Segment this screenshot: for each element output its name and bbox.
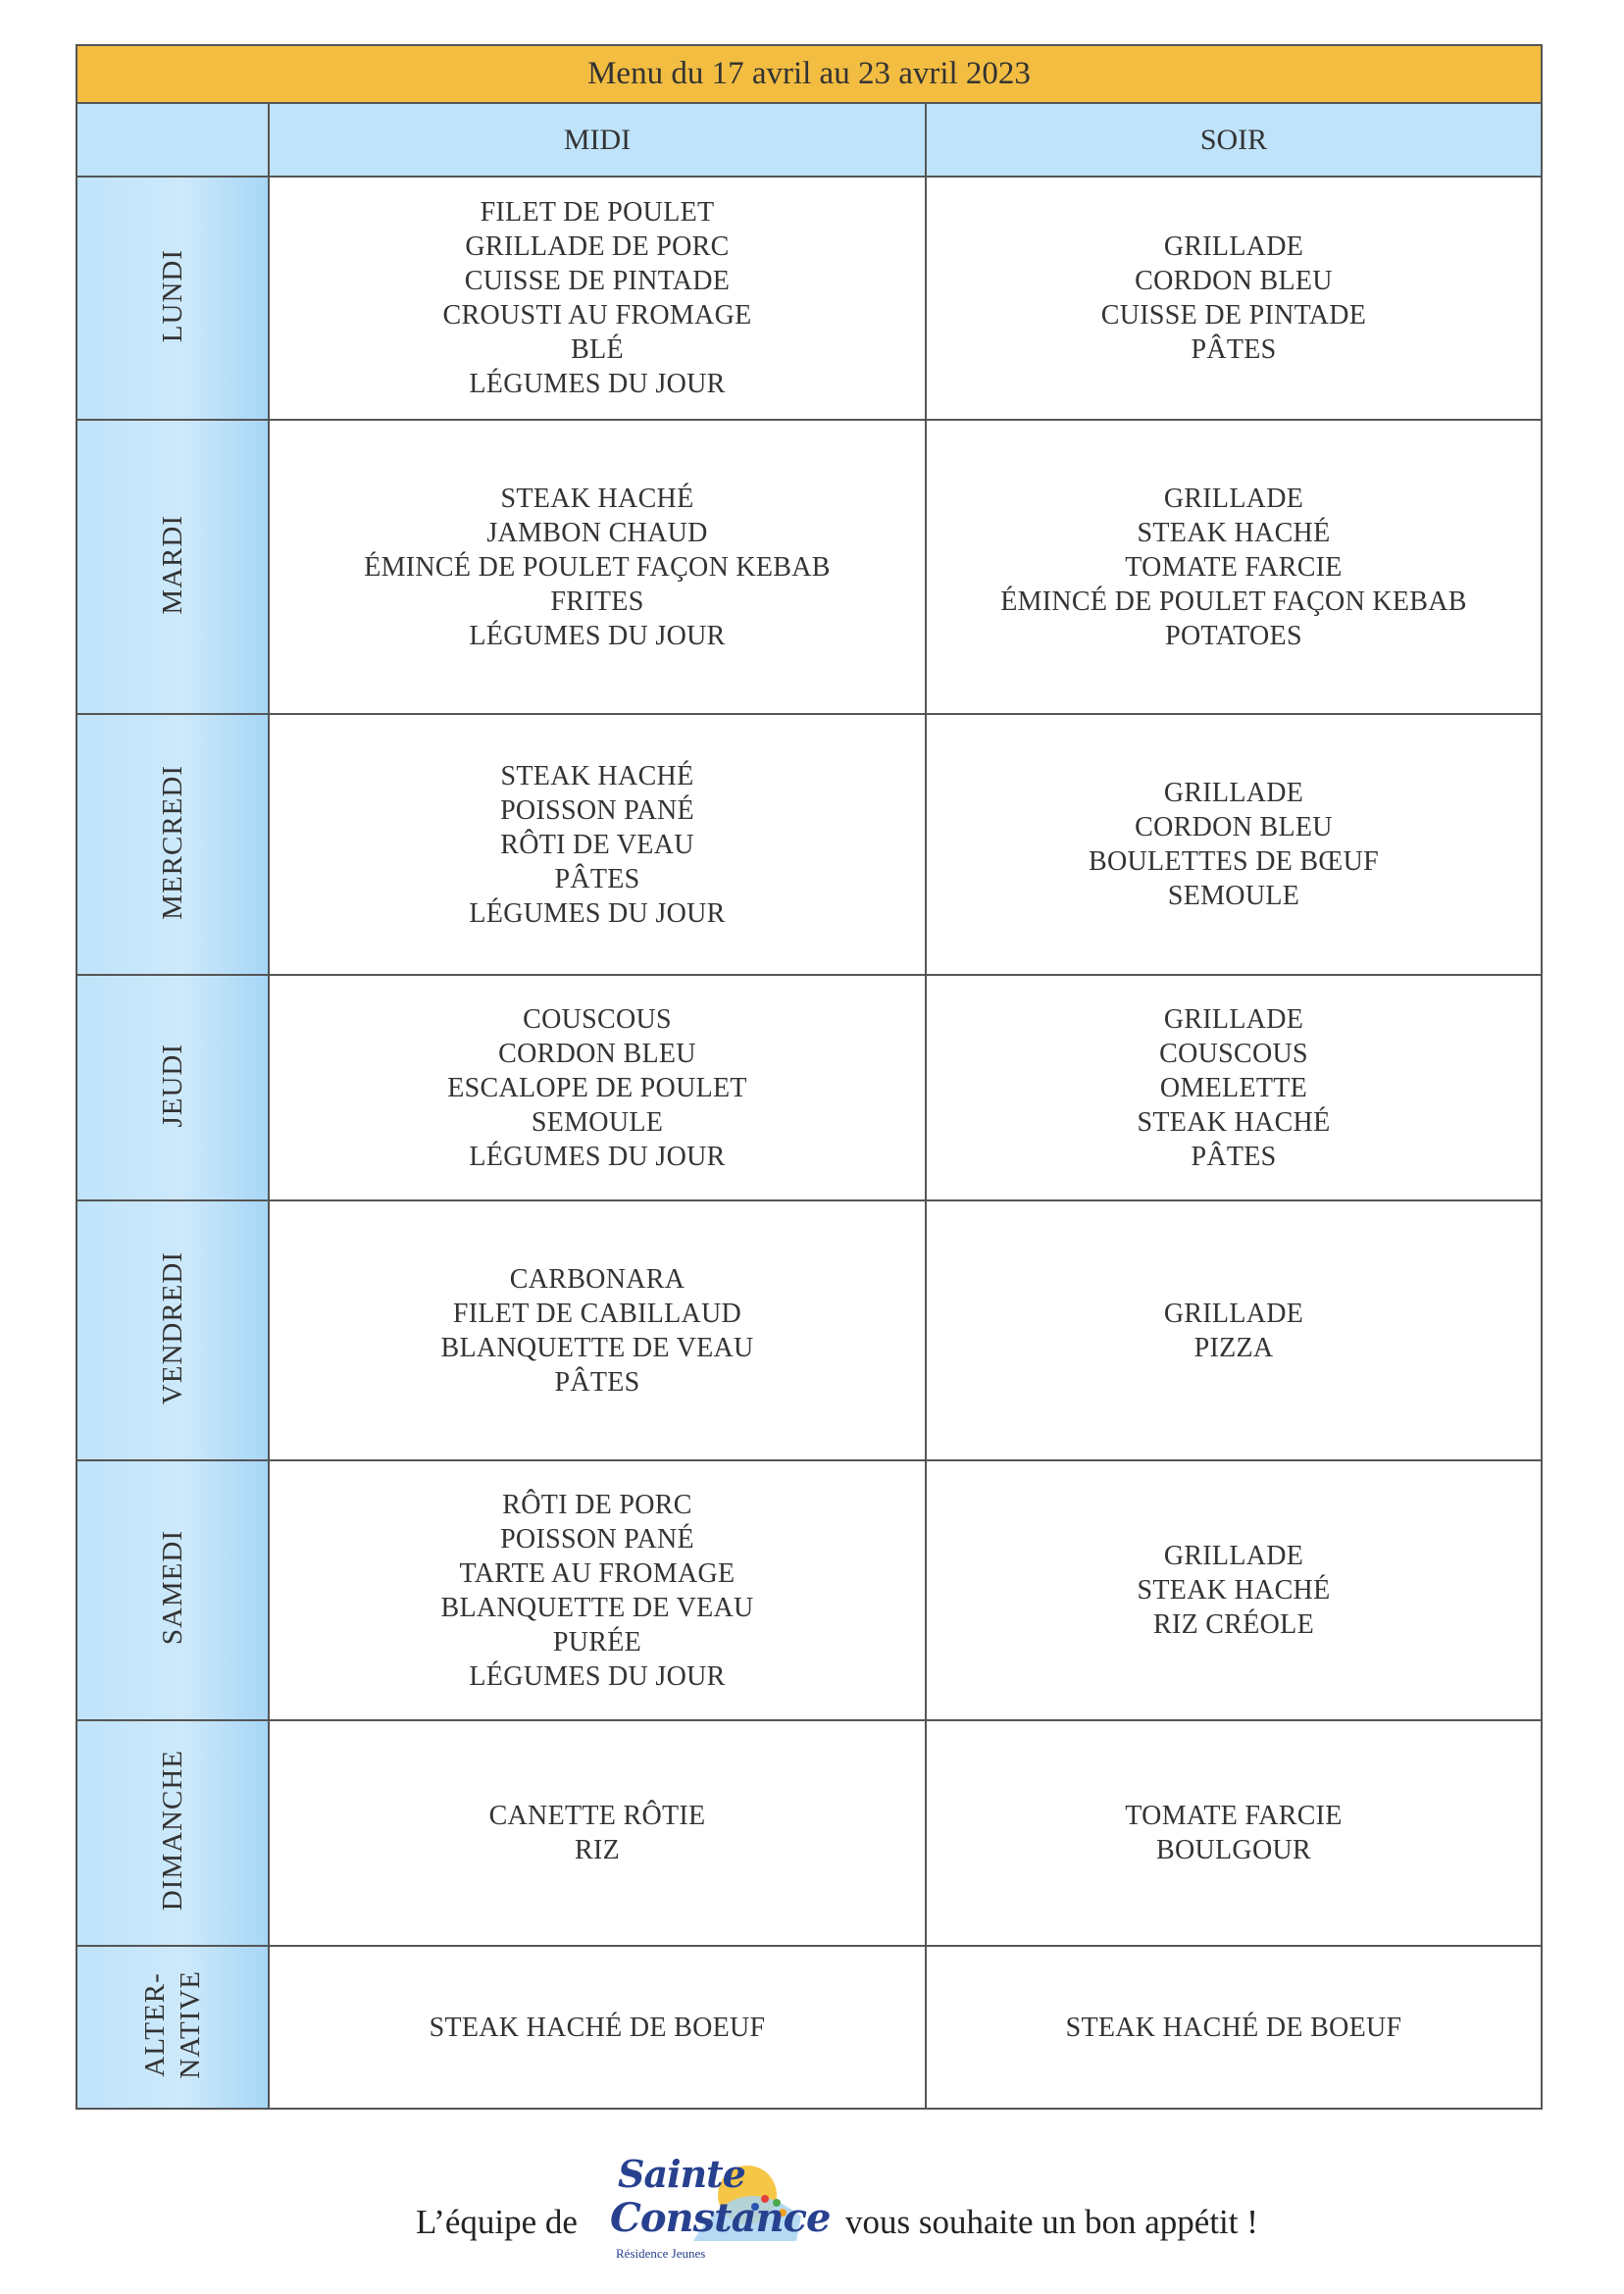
dish-item: LÉGUMES DU JOUR: [469, 1141, 726, 1172]
dish-item: ÉMINCÉ DE POULET FAÇON KEBAB: [1000, 586, 1467, 617]
day-row: [76, 1946, 1542, 2109]
dish-item: RÔTI DE VEAU: [500, 829, 694, 860]
dish-item: PÂTES: [554, 1366, 640, 1398]
day-row: [76, 177, 1542, 420]
day-cell: [76, 177, 269, 420]
dish-item: BLANQUETTE DE VEAU: [440, 1332, 754, 1363]
dish-cell-midi: [269, 177, 926, 420]
footer: [0, 2109, 1624, 2285]
dish-item: OMELETTE: [1159, 1072, 1308, 1103]
dish-cell-soir: [926, 177, 1542, 420]
dish-item: COUSCOUS: [1159, 1038, 1308, 1069]
dish-item: RÔTI DE PORC: [502, 1489, 692, 1520]
dish-item: STEAK HACHÉ: [1137, 1575, 1331, 1606]
dish-item: BLANQUETTE DE VEAU: [440, 1592, 754, 1623]
dish-item: TARTE AU FROMAGE: [459, 1557, 736, 1589]
dish-cell-midi: [269, 975, 926, 1200]
dish-item: CUISSE DE PINTADE: [1100, 300, 1367, 331]
dish-item: STEAK HACHÉ DE BOEUF: [1065, 2012, 1402, 2043]
header-corner: [76, 103, 269, 177]
day-label: SAMEDI: [157, 1530, 188, 1646]
day-cell: [76, 1720, 269, 1946]
day-row: [76, 975, 1542, 1200]
menu-title: Menu du 17 avril au 23 avril 2023: [76, 45, 1542, 103]
dish-item: FILET DE POULET: [480, 197, 715, 228]
dish-cell-soir: [926, 714, 1542, 975]
dish-item: CUISSE DE PINTADE: [464, 266, 731, 296]
dish-item: PÂTES: [1191, 334, 1277, 365]
dish-item: GRILLADE DE PORC: [465, 231, 730, 262]
day-row: [76, 1200, 1542, 1460]
day-label: VENDREDI: [157, 1250, 188, 1405]
dish-item: PÂTES: [554, 863, 640, 894]
day-row: [76, 1720, 1542, 1946]
dish-item: ÉMINCÉ DE POULET FAÇON KEBAB: [364, 551, 831, 583]
sainte-constance-logo: [600, 2148, 845, 2285]
dish-item: STEAK HACHÉ: [1137, 517, 1331, 548]
dish-cell-soir: [926, 420, 1542, 714]
day-row: [76, 1460, 1542, 1720]
day-cell: [76, 975, 269, 1200]
day-label: MERCREDI: [157, 764, 188, 920]
dish-item: TOMATE FARCIE: [1125, 1801, 1343, 1831]
dish-item: PIZZA: [1193, 1332, 1274, 1363]
day-cell: [76, 714, 269, 975]
footer-text-right: vous souhaite un bon appétit !: [845, 2203, 1258, 2241]
dish-cell-soir: [926, 1720, 1542, 1946]
dish-cell-midi: [269, 1720, 926, 1946]
day-label: LUNDI: [157, 248, 188, 343]
dish-item: STEAK HACHÉ DE BOEUF: [429, 2012, 766, 2043]
dish-item: CORDON BLEU: [1135, 266, 1333, 296]
dish-item: CORDON BLEU: [498, 1038, 696, 1069]
dish-item: LÉGUMES DU JOUR: [469, 620, 726, 651]
dish-cell-midi: [269, 714, 926, 975]
day-cell: [76, 1200, 269, 1460]
dish-item: SEMOULE: [1167, 881, 1300, 911]
dish-cell-midi: [269, 420, 926, 714]
dish-cell-midi: [269, 1946, 926, 2109]
day-label: JEUDI: [157, 1043, 188, 1128]
column-header-midi: MIDI: [269, 103, 926, 177]
dish-item: BOULETTES DE BŒUF: [1089, 846, 1379, 877]
day-cell: [76, 1946, 269, 2109]
dish-cell-soir: [926, 975, 1542, 1200]
dish-item: GRILLADE: [1163, 778, 1304, 808]
dish-item: RIZ: [574, 1835, 620, 1865]
dish-cell-midi: [269, 1460, 926, 1720]
dish-item: SEMOULE: [531, 1106, 664, 1138]
day-cell: [76, 1460, 269, 1720]
dish-item: GRILLADE: [1163, 483, 1304, 514]
dish-cell-soir: [926, 1460, 1542, 1720]
day-label: ALTER- NATIVE: [139, 1970, 206, 2079]
dish-item: CANETTE RÔTIE: [488, 1801, 706, 1831]
day-label: DIMANCHE: [157, 1750, 188, 1912]
day-cell: [76, 420, 269, 714]
dish-item: STEAK HACHÉ: [500, 483, 694, 514]
dish-item: CORDON BLEU: [1135, 812, 1333, 842]
dish-item: PÂTES: [1191, 1141, 1277, 1172]
dish-item: ESCALOPE DE POULET: [447, 1072, 747, 1103]
dish-item: JAMBON CHAUD: [486, 517, 708, 548]
footer-text-left: L’équipe de: [416, 2203, 578, 2241]
dish-item: STEAK HACHÉ: [1137, 1106, 1331, 1138]
dish-item: BLÉ: [571, 334, 624, 365]
dish-item: TOMATE FARCIE: [1125, 551, 1343, 583]
dish-item: CARBONARA: [509, 1263, 685, 1295]
dish-item: FILET DE CABILLAUD: [452, 1298, 742, 1329]
dish-item: GRILLADE: [1163, 231, 1304, 262]
menu-table: [76, 44, 1543, 2110]
logo-word-sainte: Sainte: [618, 2152, 745, 2196]
dish-item: POTATOES: [1165, 620, 1302, 651]
dish-item: BOULGOUR: [1156, 1835, 1311, 1865]
day-label: MARDI: [157, 514, 188, 615]
dish-item: CROUSTI AU FROMAGE: [442, 300, 752, 331]
dish-cell-midi: [269, 1200, 926, 1460]
day-row: [76, 420, 1542, 714]
column-header-soir: SOIR: [926, 103, 1542, 177]
dish-cell-soir: [926, 1200, 1542, 1460]
dish-item: POISSON PANÉ: [500, 1523, 694, 1555]
dish-item: STEAK HACHÉ: [500, 760, 694, 791]
day-row: [76, 714, 1542, 975]
dish-cell-soir: [926, 1946, 1542, 2109]
dish-item: LÉGUMES DU JOUR: [469, 897, 726, 929]
dish-item: GRILLADE: [1163, 1541, 1304, 1571]
logo-word-constance: Constance: [610, 2195, 831, 2241]
dish-item: FRITES: [550, 586, 644, 617]
dish-item: COUSCOUS: [523, 1003, 672, 1035]
dish-item: GRILLADE: [1163, 1003, 1304, 1035]
logo-subtitle: Résidence Jeunes: [616, 2246, 706, 2261]
dish-item: RIZ CRÉOLE: [1153, 1609, 1314, 1640]
dish-item: LÉGUMES DU JOUR: [469, 1660, 726, 1692]
dish-item: GRILLADE: [1163, 1298, 1304, 1329]
dish-item: LÉGUMES DU JOUR: [469, 369, 726, 399]
dish-item: PURÉE: [552, 1626, 642, 1657]
dish-item: POISSON PANÉ: [500, 794, 694, 826]
